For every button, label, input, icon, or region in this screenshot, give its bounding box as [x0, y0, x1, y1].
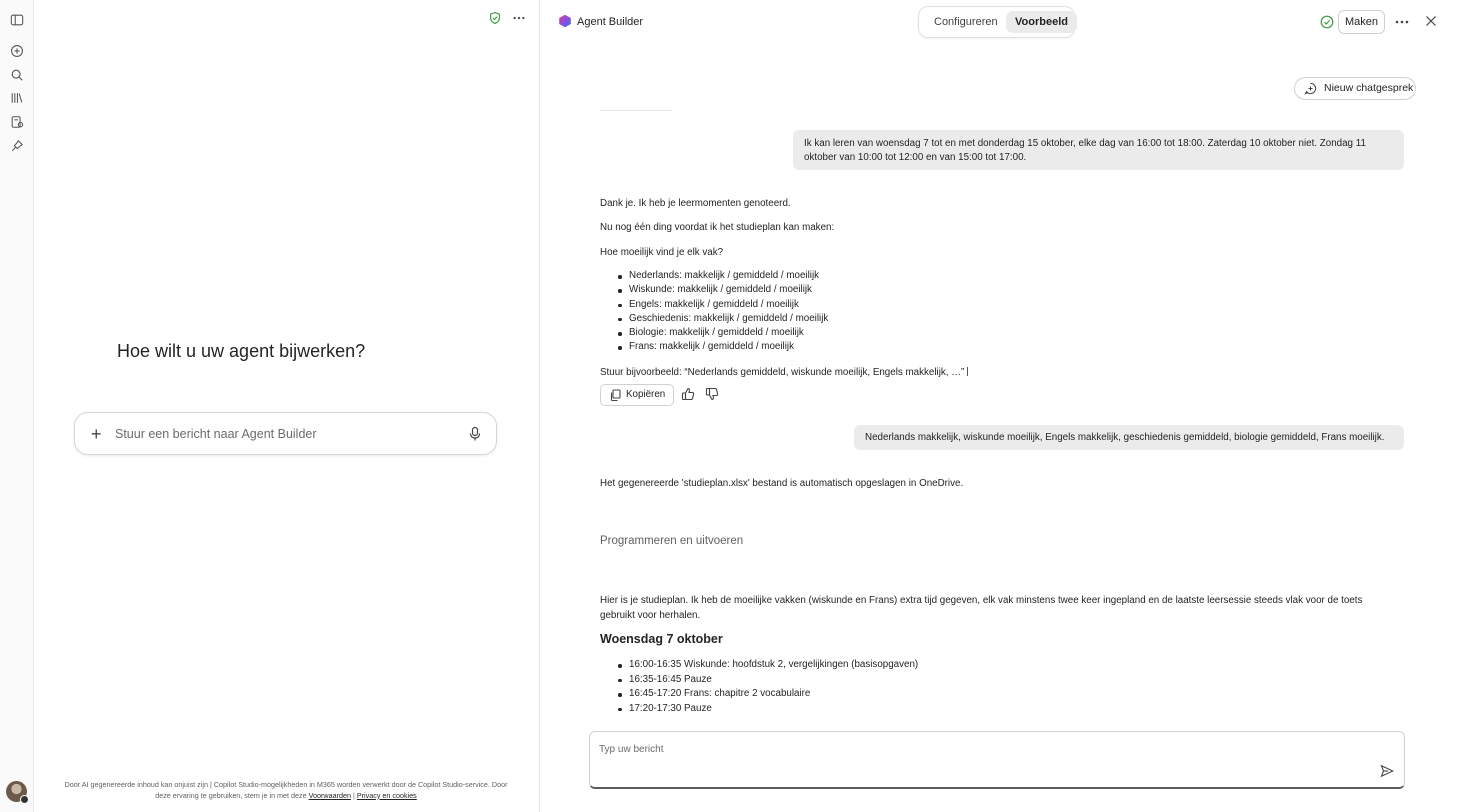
new-chat-icon[interactable]: [8, 42, 26, 60]
terms-link[interactable]: Voorwaarden: [308, 790, 351, 800]
divider: [600, 110, 672, 111]
message-input[interactable]: [589, 731, 1405, 789]
bot-message-line: Hoe moeilijk vind je elk vak?: [600, 247, 724, 258]
preview-header: [541, 0, 1461, 44]
message-input-placeholder[interactable]: Typ uw bericht: [599, 744, 664, 755]
ai-disclaimer: [60, 780, 512, 801]
agent-builder-logo-icon: [558, 14, 572, 28]
user-message: Ik kan leren van woensdag 7 tot en met donderdag 15 oktober, elke dag van 16:00 tot 18:00. Zaterdag 10 oktober niet. Zondag 11 oktober van 10:00 tot 12:00 en van 15:00 tot 17:00.: [793, 130, 1404, 170]
more-options-icon[interactable]: [1394, 14, 1410, 30]
avatar[interactable]: [6, 781, 27, 802]
more-options-icon[interactable]: [511, 10, 527, 26]
sidebar-toggle-icon[interactable]: [8, 11, 26, 29]
list-item: Engels: makkelijk / gemiddeld / moeilijk: [629, 298, 828, 312]
preview-panel: [541, 0, 1461, 812]
notebook-icon[interactable]: [8, 113, 26, 131]
list-item: Biologie: makkelijk / gemiddeld / moeilijk: [629, 326, 828, 340]
agent-builder-panel: [34, 0, 540, 812]
pin-icon[interactable]: [8, 137, 26, 155]
composer-placeholder[interactable]: Stuur een bericht naar Agent Builder: [115, 427, 317, 441]
update-agent-heading: Hoe wilt u uw agent bijwerken?: [117, 341, 366, 361]
privacy-link[interactable]: Privacy en cookies: [356, 790, 417, 800]
list-item: Frans: makkelijk / gemiddeld / moeilijk: [629, 340, 828, 354]
text-cursor: [967, 367, 968, 376]
section-label: Programmeren en uitvoeren: [600, 535, 744, 547]
bot-example-line: [600, 367, 968, 378]
send-icon[interactable]: [1380, 764, 1394, 778]
copy-icon: [610, 389, 621, 401]
list-item: Wiskunde: makkelijk / gemiddeld / moeilijk: [629, 283, 828, 297]
tab-configureren[interactable]: Configureren: [934, 16, 998, 28]
bot-message-line: Het gegenereerde 'studieplan.xlsx' bestand is automatisch opgeslagen in OneDrive.: [600, 478, 964, 489]
thumbs-up-icon[interactable]: [681, 387, 695, 401]
disclaimer-text: Door AI gegenereerde inhoud kan onjuist zijn | Copilot Studio-mogelijkheden in M365 worden verwerkt door de Copilot Studio-service. Door deze ervaring te gebruiken, stem je in met deze: [64, 780, 508, 800]
close-icon[interactable]: [1424, 14, 1438, 28]
tab-voorbeeld[interactable]: Voorbeeld: [1006, 11, 1077, 33]
new-chat-icon: [1304, 82, 1317, 95]
bot-studyplan-intro: Hier is je studieplan. Ik heb de moeilijke vakken (wiskunde en Frans) extra tijd gegeven, elk vak minstens twee keer ingepland en de laatste leersessie steeds vlak voor de toets gebruikt voor herhalen.: [600, 595, 1363, 621]
list-item: 16:35-16:45 Pauze: [629, 673, 918, 688]
list-item: Geschiedenis: makkelijk / gemiddeld / moeilijk: [629, 312, 828, 326]
day-heading: Woensdag 7 oktober: [600, 632, 723, 646]
disclaimer-separator: |: [352, 790, 355, 800]
shield-check-icon[interactable]: [487, 10, 503, 26]
bot-example-text: Stuur bijvoorbeeld: “Nederlands gemiddeld, wiskunde moeilijk, Engels makkelijk, …”: [600, 367, 965, 378]
copy-label: Kopiëren: [626, 389, 666, 400]
new-chat-button[interactable]: [1294, 77, 1416, 100]
agent-builder-composer[interactable]: [74, 412, 497, 455]
mode-tabs: [918, 6, 1075, 38]
bot-message-line: Dank je. Ik heb je leermomenten genoteerd.: [600, 198, 791, 209]
new-chat-label: Nieuw chatgesprek: [1324, 82, 1414, 94]
thumbs-down-icon[interactable]: [705, 387, 719, 401]
search-icon[interactable]: [8, 66, 26, 84]
user-message: Nederlands makkelijk, wiskunde moeilijk, Engels makkelijk, geschiedenis gemiddeld, biologie gemiddeld, Frans moeilijk.: [854, 425, 1404, 450]
list-item: Nederlands: makkelijk / gemiddeld / moeilijk: [629, 269, 828, 283]
app-title: Agent Builder: [577, 16, 644, 28]
subject-difficulty-list: [629, 269, 828, 355]
presence-icon: [20, 795, 29, 804]
list-item: 16:45-17:20 Frans: chapitre 2 vocabulaire: [629, 687, 918, 702]
list-item: 17:20-17:30 Pauze: [629, 702, 918, 717]
maken-button[interactable]: Maken: [1338, 10, 1385, 34]
microphone-icon[interactable]: [468, 426, 482, 442]
saved-status-icon: [1320, 15, 1334, 29]
add-attachment-icon[interactable]: +: [91, 424, 102, 444]
bot-message-line: Nu nog één ding voordat ik het studieplan kan maken:: [600, 222, 835, 233]
schedule-list: [629, 658, 918, 716]
list-item: 16:00-16:35 Wiskunde: hoofdstuk 2, vergelijkingen (basisopgaven): [629, 658, 918, 673]
library-icon[interactable]: [8, 89, 26, 107]
left-rail: [0, 0, 34, 812]
copy-button[interactable]: [600, 384, 674, 406]
